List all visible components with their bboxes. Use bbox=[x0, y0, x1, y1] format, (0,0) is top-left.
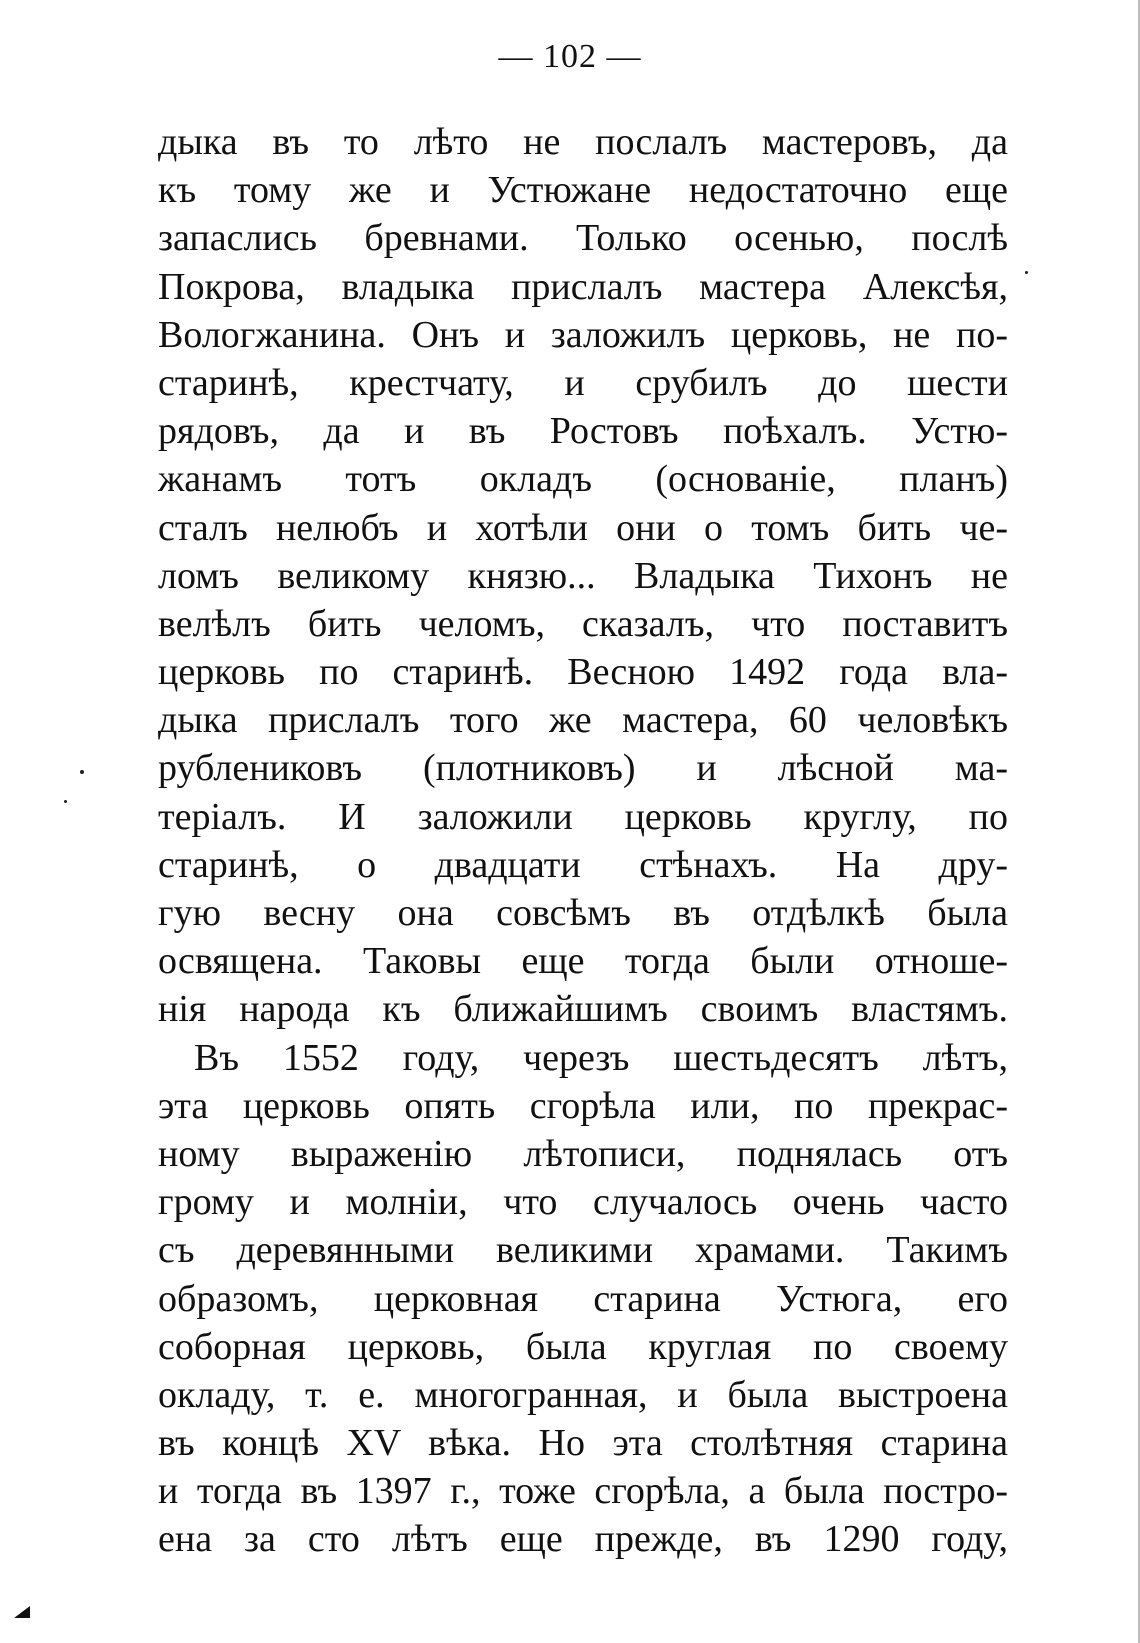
paragraph-start-line: Въ 1552 году, черезъ шестьдесятъ лѣтъ, bbox=[194, 1036, 1008, 1079]
text-line: Покрова, владыка прислалъ мастера Алексѣя, bbox=[158, 265, 1008, 308]
body-text bbox=[158, 118, 1008, 1564]
text-line: эта церковь опять сгорѣла или, по прекрас- bbox=[158, 1084, 1008, 1127]
text-line: дыка въ то лѣто не послалъ мастеровъ, да bbox=[158, 121, 1008, 163]
text-line: освящена. Таковы еще тогда были отноше- bbox=[158, 940, 1008, 983]
page-number: — 102 — bbox=[498, 38, 642, 75]
text-line: образомъ, церковная старина Устюга, его bbox=[158, 1277, 1008, 1320]
text-line: ломъ великому князю... Владыка Тихонъ не bbox=[158, 554, 1008, 597]
text-line: ена за сто лѣтъ еще прежде, въ 1290 году, bbox=[158, 1518, 1008, 1561]
text-line: и тогда въ 1397 г., тоже сгорѣла, а была постро- bbox=[158, 1470, 1008, 1513]
text-line: нія народа къ ближайшимъ своимъ властямъ. bbox=[158, 988, 1008, 1031]
corner-mark bbox=[14, 1606, 30, 1618]
text-line: къ тому же и Устюжане недостаточно еще bbox=[158, 169, 1008, 212]
text-line: жанамъ тотъ окладъ (основаніе, планъ) bbox=[158, 458, 1008, 501]
text-line: соборная церковь, была круглая по своему bbox=[158, 1325, 1008, 1368]
text-line: съ деревянными великими храмами. Такимъ bbox=[158, 1229, 1008, 1272]
text-line: теріалъ. И заложили церковь круглу, по bbox=[158, 795, 1008, 838]
text-line: Вологжанина. Онъ и заложилъ церковь, не по- bbox=[158, 313, 1008, 356]
text-line: окладу, т. е. многогранная, и была выстроена bbox=[158, 1373, 1008, 1416]
text-line: сталъ нелюбъ и хотѣли они о томъ бить че- bbox=[158, 506, 1008, 549]
text-line: старинѣ, крестчату, и срубилъ до шести bbox=[158, 361, 1008, 404]
text-line: рядовъ, да и въ Ростовъ поѣхалъ. Устю- bbox=[158, 410, 1008, 453]
margin-dot bbox=[1025, 271, 1028, 274]
margin-dot bbox=[64, 800, 67, 803]
text-line: церковь по старинѣ. Весною 1492 года вла- bbox=[158, 651, 1008, 694]
text-line: велѣлъ бить челомъ, сказалъ, что поставитъ bbox=[158, 602, 1008, 645]
text-line: старинѣ, о двадцати стѣнахъ. На дру- bbox=[158, 843, 1008, 886]
text-line: грому и молніи, что случалось очень часто bbox=[158, 1181, 1008, 1224]
text-line: запаслись бревнами. Только осенью, послѣ bbox=[158, 217, 1008, 260]
text-line: дыка прислалъ того же мастера, 60 человѣкъ bbox=[158, 699, 1008, 742]
text-line: рублениковъ (плотниковъ) и лѣсной ма- bbox=[158, 747, 1008, 790]
text-line: въ концѣ XV вѣка. Но эта столѣтняя старина bbox=[158, 1422, 1008, 1465]
margin-dot bbox=[80, 770, 84, 774]
text-line: ному выраженію лѣтописи, поднялась отъ bbox=[158, 1132, 1008, 1175]
text-line: гую весну она совсѣмъ въ отдѣлкѣ была bbox=[158, 892, 1008, 934]
